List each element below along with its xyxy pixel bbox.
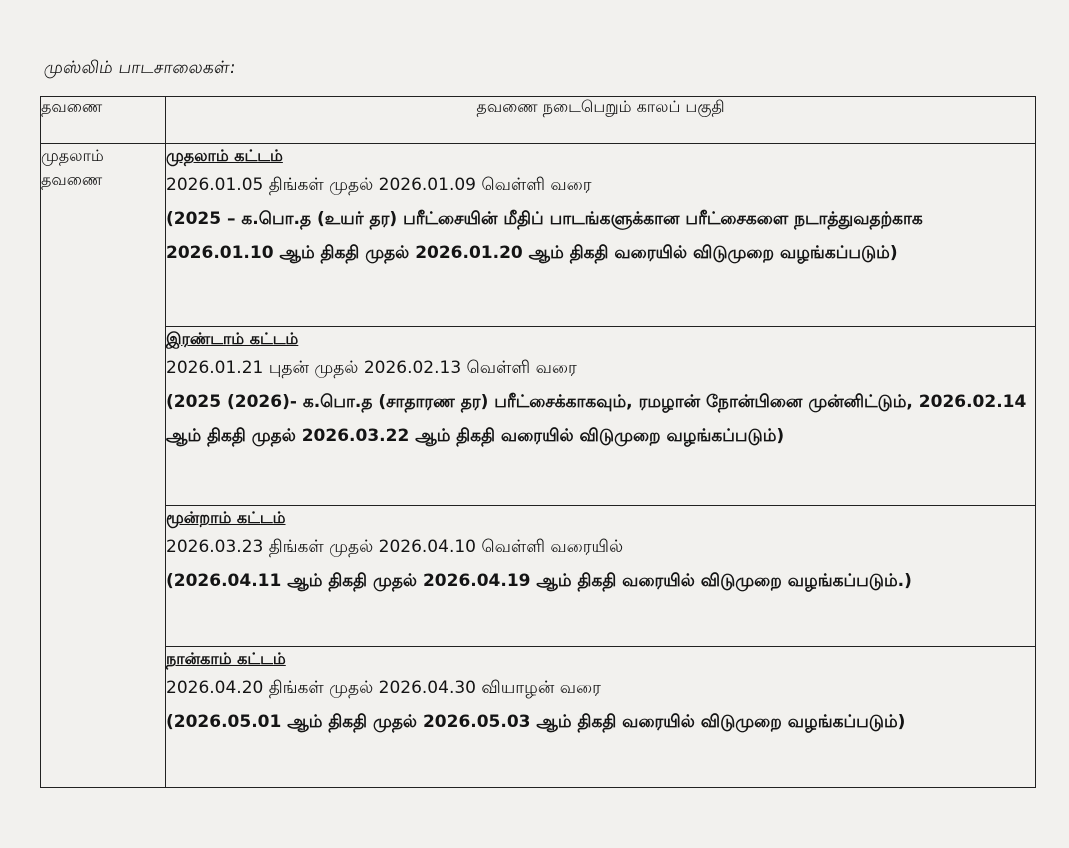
phase-dates: 2026.01.21 புதன் முதல் 2026.02.13 வெள்ளி வரை	[166, 358, 577, 378]
phase-cell	[166, 506, 1036, 647]
phase-cell	[166, 144, 1036, 327]
header-term: தவணை	[41, 97, 166, 144]
phase-dates: 2026.04.20 திங்கள் முதல் 2026.04.30 வியாழன் வரை	[166, 678, 601, 698]
table-row	[41, 327, 1036, 506]
phase-dates: 2026.03.23 திங்கள் முதல் 2026.04.10 வெள்ளி வரையில்	[166, 537, 624, 557]
table-header-row	[41, 97, 1036, 144]
table-row	[41, 144, 1036, 327]
phase-note: (2026.04.11 ஆம் திகதி முதல் 2026.04.19 ஆம் திகதி வரையில் விடுமுறை வழங்கப்படும்.)	[166, 571, 912, 591]
phase-dates: 2026.01.05 திங்கள் முதல் 2026.01.09 வெள்ளி வரை	[166, 175, 592, 195]
phase-title: நான்காம் கட்டம்	[166, 649, 286, 668]
phase-title: இரண்டாம் கட்டம்	[166, 329, 299, 348]
term-schedule-table	[40, 96, 1036, 788]
phase-cell	[166, 327, 1036, 506]
section-heading: முஸ்லிம் பாடசாலைகள்:	[42, 58, 237, 78]
phase-title: மூன்றாம் கட்டம்	[166, 508, 286, 527]
header-period: தவணை நடைபெறும் காலப் பகுதி	[166, 97, 1036, 144]
table-row	[41, 647, 1036, 788]
phase-note: (2025 – க.பொ.த (உயர் தர) பரீட்சையின் மீதிப் பாடங்களுக்கான பரீட்சைகளை நடாத்துவதற்காக 2026.01.10 ஆம் திகதி முதல் 2026.01.20 ஆம் திகதி வரையில் விடுமுறை வழங்கப்படும்)	[166, 209, 923, 263]
table-row	[41, 506, 1036, 647]
phase-cell	[166, 647, 1036, 788]
phase-note: (2026.05.01 ஆம் திகதி முதல் 2026.05.03 ஆம் திகதி வரையில் விடுமுறை வழங்கப்படும்)	[166, 712, 906, 732]
phase-title: முதலாம் கட்டம்	[166, 146, 283, 165]
phase-note: (2025 (2026)- க.பொ.த (சாதாரண தர) பரீட்சைக்காகவும், ரமழான் நோன்பினை முன்னிட்டும், 2026.02.14 ஆம் திகதி முதல் 2026.03.22 ஆம் திகதி வரையில் விடுமுறை வழங்கப்படும்)	[166, 392, 1027, 446]
term-label: முதலாம் தவணை	[41, 144, 166, 788]
